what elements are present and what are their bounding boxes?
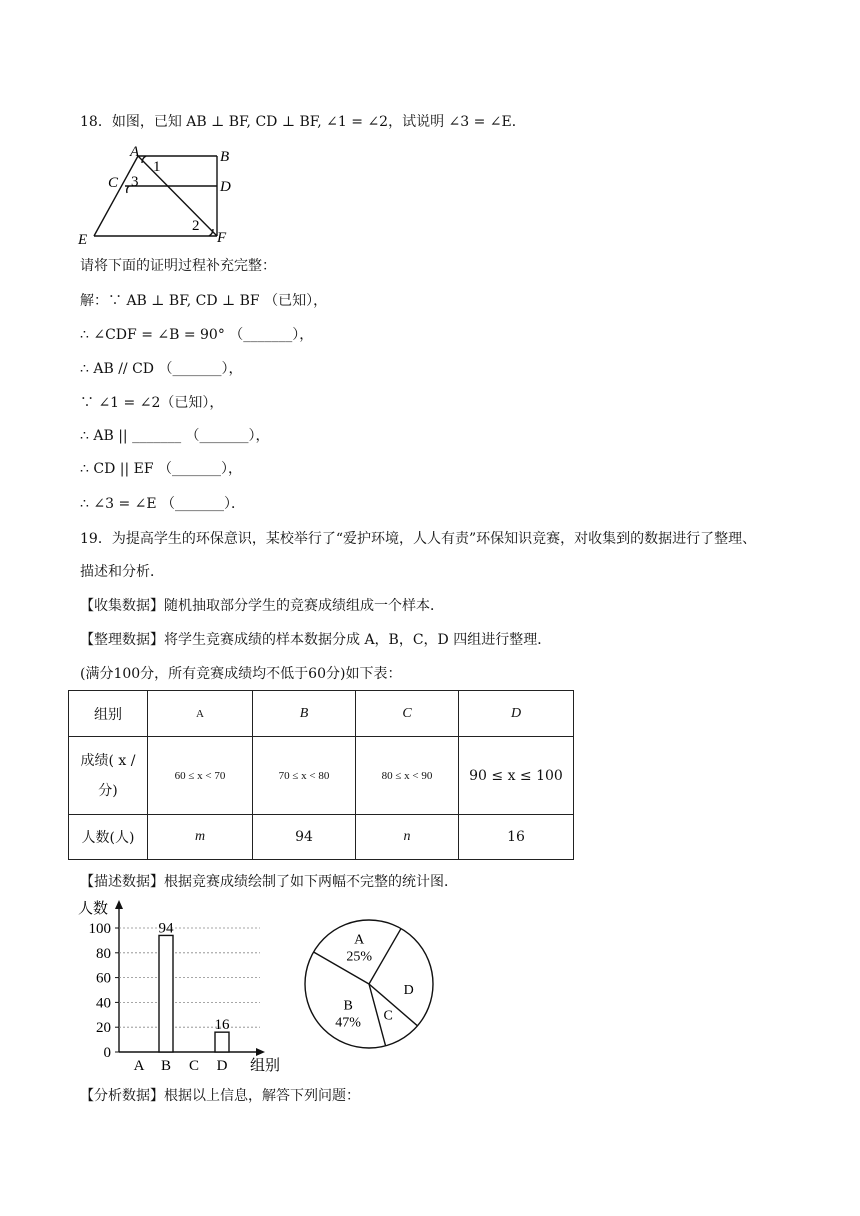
q18-step: ∴ CD || EF （_______）， — [80, 461, 243, 477]
table-cell: n — [356, 815, 459, 860]
label-D: D — [220, 179, 231, 195]
q18-step: ∴ ∠3 = ∠E （_______）． — [80, 496, 246, 512]
bar — [215, 1032, 229, 1052]
bar-data-label: 94 — [158, 920, 174, 937]
x-tick-label: A — [133, 1058, 145, 1074]
table-cell: 70 ≤ x < 80 — [253, 737, 356, 815]
q19-stem-line2: 描述和分析． — [80, 564, 164, 580]
q19-stem-line1: 19．为提高学生的环保意识，某校举行了“爱护环境，人人有责”环保知识竞赛，对收集到的数据进行了整理、 — [80, 531, 757, 547]
q18-step: 解：∵ AB ⊥ BF, CD ⊥ BF （已知）， — [80, 293, 328, 309]
y-tick-label: 60 — [96, 970, 111, 987]
q19-organize-data: 【整理数据】将学生竞赛成绩的样本数据分成 A，B，C，D 四组进行整理． — [80, 632, 552, 648]
pie-slice-label: C — [383, 1008, 393, 1024]
x-axis-arrow — [256, 1048, 265, 1056]
q19-describe-data: 【描述数据】根据竞赛成绩绘制了如下两幅不完整的统计图． — [80, 874, 458, 890]
angle-2-label: 2 — [192, 218, 200, 234]
table-header-score — [69, 737, 148, 815]
table-cell: 16 — [459, 815, 574, 860]
y-tick-label: 100 — [88, 921, 111, 937]
table-cell: m — [148, 815, 253, 860]
q19-table-intro: (满分100分，所有竞赛成绩均不低于60分)如下表： — [80, 666, 402, 682]
pie-slice-percent: 47% — [335, 1015, 361, 1031]
table-header-count: 人数(人) — [69, 815, 148, 860]
label-F: F — [217, 230, 227, 244]
table-row — [69, 737, 574, 815]
label-E: E — [78, 232, 88, 244]
q18-step: ∵ ∠1 = ∠2（已知）， — [80, 395, 224, 411]
bar-chart — [74, 895, 284, 1075]
pie-slice-percent: 25% — [346, 949, 373, 965]
score-header-line1: 成绩( x / — [80, 752, 136, 769]
y-tick-label: 80 — [96, 945, 111, 962]
table-header-group: 组别 — [69, 691, 148, 737]
q18-prompt: 请将下面的证明过程补充完整： — [80, 258, 276, 274]
table-cell: B — [253, 691, 356, 737]
table-cell: C — [356, 691, 459, 737]
pie-chart — [296, 918, 446, 1058]
bar-chart-xlabel: 组别 — [250, 1058, 281, 1074]
y-axis-arrow — [115, 900, 123, 909]
q18-step: ∴ ∠CDF = ∠B = 90° （_______）， — [80, 327, 314, 343]
angle-3-label: 3 — [131, 174, 139, 190]
q19-analyze-data: 【分析数据】根据以上信息，解答下列问题： — [80, 1088, 360, 1104]
q18-step: ∴ AB // CD （_______）， — [80, 361, 243, 377]
table-cell: D — [459, 691, 574, 737]
q18-geometry-figure — [76, 144, 236, 244]
pie-slice-label: B — [343, 998, 353, 1014]
y-tick-label: 0 — [103, 1045, 111, 1061]
label-B: B — [220, 149, 230, 165]
y-tick-label: 20 — [96, 1020, 111, 1037]
table-cell: 60 ≤ x < 70 — [148, 737, 253, 815]
x-tick-label: B — [160, 1058, 172, 1074]
bar-data-label: 16 — [214, 1017, 230, 1034]
score-table — [68, 690, 574, 860]
table-row — [69, 815, 574, 860]
bar-chart-ylabel: 人数 — [78, 901, 109, 917]
q18-stem: 18．如图，已知 AB ⊥ BF, CD ⊥ BF, ∠1 = ∠2，试说明 ∠3 = ∠E． — [80, 114, 526, 130]
bar — [159, 935, 173, 1052]
table-cell: 94 — [253, 815, 356, 860]
table-cell: 90 ≤ x ≤ 100 — [459, 737, 574, 815]
label-C: C — [108, 175, 119, 191]
x-tick-label: D — [216, 1058, 228, 1074]
label-A: A — [130, 144, 140, 160]
x-tick-label: C — [188, 1058, 200, 1074]
y-tick-label: 40 — [96, 995, 111, 1012]
table-cell: A — [148, 691, 253, 737]
pie-slice-label: D — [403, 983, 414, 999]
table-cell: 80 ≤ x < 90 — [356, 737, 459, 815]
angle-1-label: 1 — [153, 159, 161, 175]
score-header-line2: 分) — [98, 782, 118, 799]
table-row — [69, 691, 574, 737]
q19-collect-data: 【收集数据】随机抽取部分学生的竞赛成绩组成一个样本． — [80, 598, 444, 614]
q18-step: ∴ AB || _______ （_______）， — [80, 428, 270, 444]
pie-slice-label: A — [354, 932, 365, 948]
